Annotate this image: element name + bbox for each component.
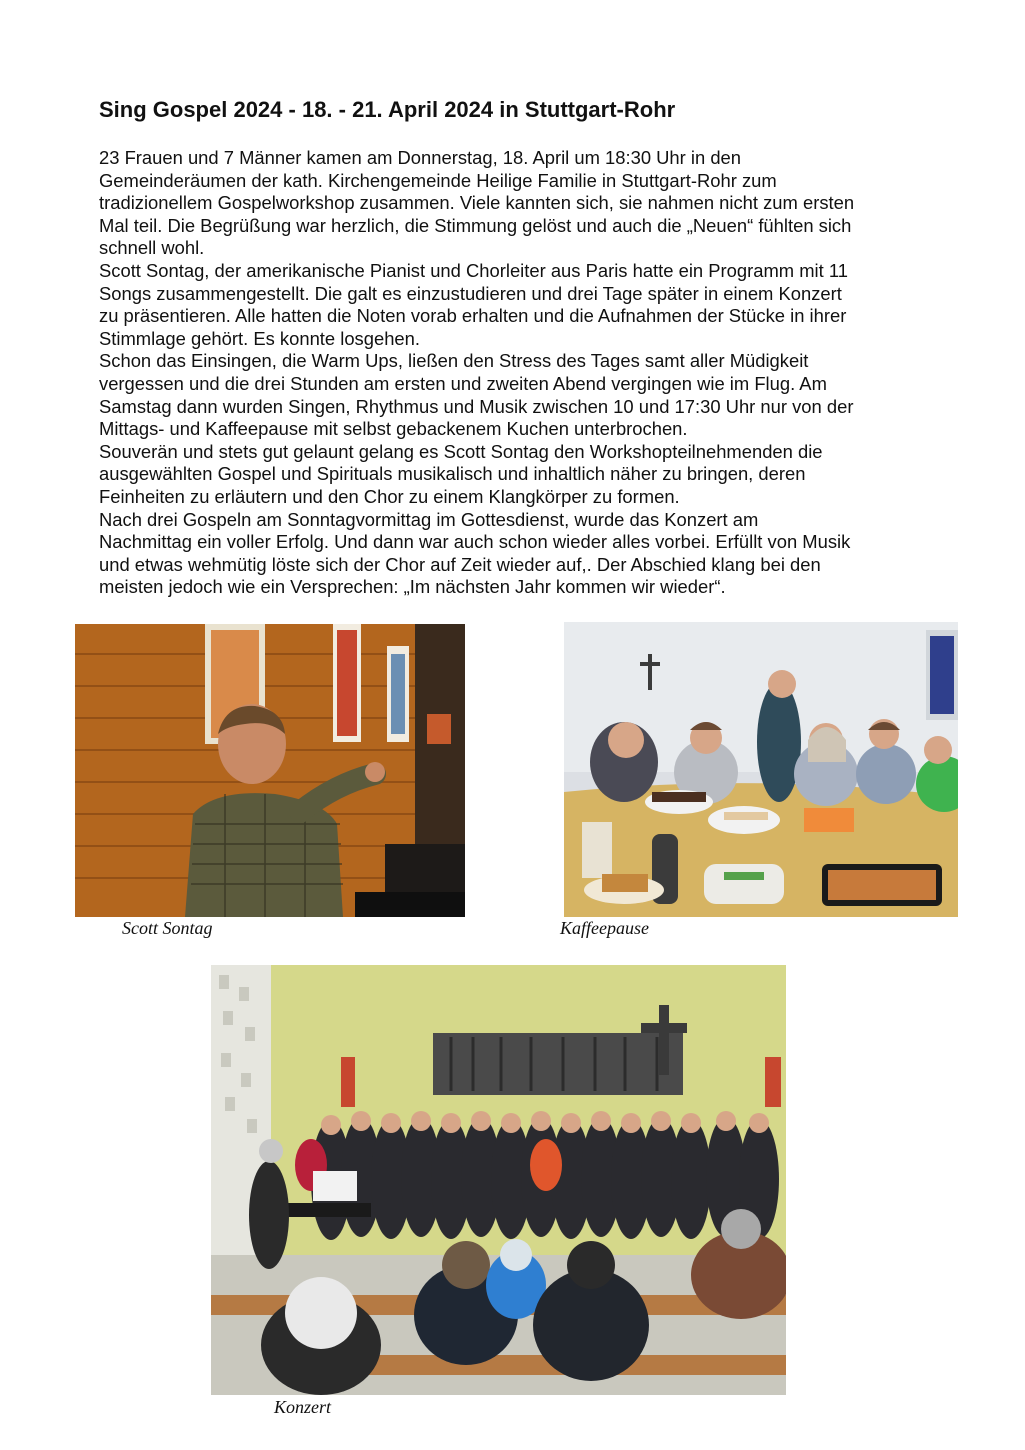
- body-line: Songs zusammengestellt. Die galt es einzustudieren und drei Tage später in einem Konzert: [99, 282, 842, 304]
- body-line: Scott Sontag, der amerikanische Pianist und Chorleiter aus Paris hatte ein Programm mit 11: [99, 259, 848, 281]
- body-line: und etwas wehmütig löste sich der Chor auf Zeit wieder auf,. Der Abschied klang bei den: [99, 553, 821, 575]
- caption-konzert: Konzert: [274, 1397, 332, 1417]
- body-line: ausgewählten Gospel und Spirituals musikalisch und inhaltlich näher zu bringen, deren: [99, 463, 806, 485]
- body-line: Nachmittag ein voller Erfolg. Und dann war auch schon wieder alles vorbei. Erfüllt von Musik: [99, 531, 851, 553]
- body-line: Samstag dann wurden Singen, Rhythmus und Musik zwischen 10 und 17:30 Uhr nur von der: [99, 395, 854, 417]
- photo-kaffeepause: [564, 622, 958, 917]
- caption-scott-sontag: Scott Sontag: [122, 918, 213, 938]
- body-line: 23 Frauen und 7 Männer kamen am Donnerstag, 18. April um 18:30 Uhr in den: [99, 147, 742, 168]
- body-line: Souverän und stets gut gelaunt gelang es Scott Sontag den Workshopteilnehmenden die: [99, 440, 823, 462]
- body-line: Nach drei Gospeln am Sonntagvormittag im Gottesdienst, wurde das Konzert am: [99, 508, 759, 530]
- body-line: meisten jedoch wie ein Versprechen: „Im nächsten Jahr kommen wir wieder“.: [99, 576, 726, 598]
- body-line: schnell wohl.: [99, 237, 205, 259]
- body-line: Feinheiten zu erläutern und den Chor zu einem Klangkörper zu formen.: [99, 485, 680, 507]
- body-line: Gemeinderäumen der kath. Kirchengemeinde Heilige Familie in Stuttgart-Rohr zum: [99, 169, 777, 191]
- caption-kaffeepause: Kaffeepause: [560, 918, 649, 938]
- article-title: Sing Gospel 2024 - 18. - 21. April 2024 in Stuttgart-Rohr: [99, 97, 676, 122]
- body-line: Stimmlage gehört. Es konnte losgehen.: [99, 327, 421, 349]
- article-body: [99, 147, 939, 599]
- body-line: vergessen und die drei Stunden am ersten und zweiten Abend vergingen wie im Flug. Am: [99, 372, 827, 394]
- body-line: Schon das Einsingen, die Warm Ups, ließen den Stress des Tages samt aller Müdigkeit: [99, 350, 809, 372]
- body-line: tradizionellem Gospelworkshop zusammen. Viele kannten sich, sie nahmen nicht zum ersten: [99, 192, 855, 214]
- body-line: Mittags- und Kaffeepause mit selbst gebackenem Kuchen unterbrochen.: [99, 418, 688, 440]
- body-line: zu präsentieren. Alle hatten die Noten vorab erhalten und die Aufnahmen der Stücke in ihrer: [99, 305, 847, 327]
- photo-scott-sontag: [75, 624, 465, 917]
- body-line: Mal teil. Die Begrüßung war herzlich, die Stimmung gelöst und auch die „Neuen“ fühlten sich: [99, 214, 852, 236]
- photo-konzert: [211, 965, 786, 1395]
